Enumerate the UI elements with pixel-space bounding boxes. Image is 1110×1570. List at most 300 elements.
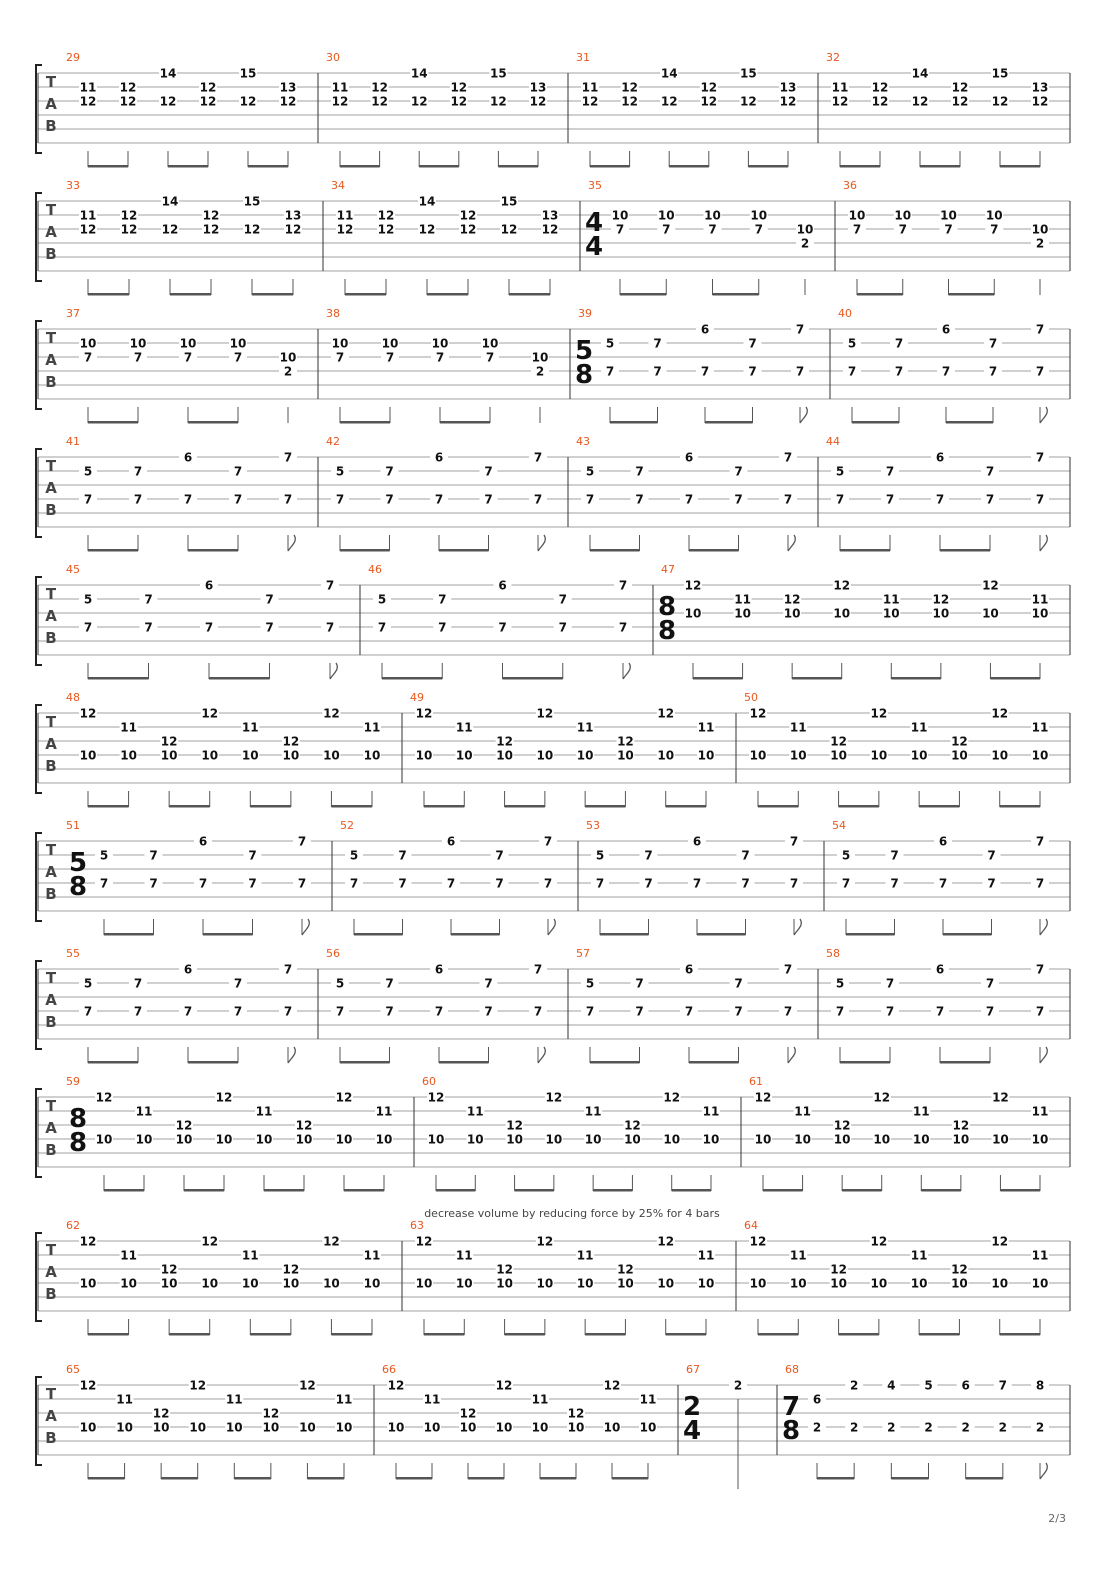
fret-number: 12 [152, 1406, 170, 1421]
fret-number: 12 [495, 1378, 513, 1393]
fret-number: 12 [783, 592, 801, 607]
note-beam [505, 805, 545, 808]
fret-number: 13 [779, 80, 797, 95]
measure-number: 59 [66, 1075, 80, 1088]
note-flag [788, 1047, 795, 1063]
note-beam [498, 165, 538, 168]
fret-number: 11 [576, 720, 594, 735]
fret-number: 12 [581, 94, 599, 109]
measure-number: 51 [66, 819, 80, 832]
fret-number: 7 [485, 350, 495, 365]
note-beam [419, 165, 459, 168]
fret-number: 10 [1031, 1276, 1049, 1291]
fret-number: 12 [951, 94, 969, 109]
fret-number: 7 [789, 834, 799, 849]
measure-number: 65 [66, 1363, 80, 1376]
fret-number: 7 [558, 620, 567, 635]
fret-number: 12 [873, 1090, 891, 1105]
fret-number: 12 [500, 222, 518, 237]
fret-number: 7 [133, 976, 143, 991]
fret-number: 12 [567, 1406, 585, 1421]
fret-number: 7 [1035, 492, 1045, 507]
fret-number: 10 [282, 748, 300, 763]
tab-clef-letter: A [45, 95, 57, 113]
fret-number: 10 [201, 748, 219, 763]
fret-number: 10 [657, 748, 675, 763]
note-beam [515, 1189, 554, 1192]
measure [576, 51, 797, 168]
fret-number: 10 [120, 748, 137, 763]
fret-number: 10 [833, 1132, 851, 1147]
fret-number: 13 [541, 208, 559, 223]
fret-number: 6 [938, 834, 948, 849]
fret-number: 5 [83, 464, 93, 479]
fret-number: 10 [639, 1420, 657, 1435]
note-flag [548, 919, 555, 935]
fret-number: 10 [135, 1132, 153, 1147]
measure [744, 691, 1049, 808]
note-flag [330, 663, 337, 679]
fret-number: 10 [794, 1132, 811, 1147]
note-beam [250, 1333, 291, 1336]
fret-number: 14 [660, 66, 678, 81]
fret-number: 12 [160, 734, 178, 749]
fret-number: 10 [830, 1276, 847, 1291]
tab-clef-letter: B [45, 885, 57, 903]
fret-number: 6 [498, 578, 507, 593]
measure-number: 67 [686, 1363, 700, 1376]
fret-number: 12 [490, 94, 507, 109]
measure-number: 50 [744, 691, 758, 704]
fret-number: 7 [385, 492, 394, 507]
measure-number: 60 [422, 1075, 436, 1088]
fret-number: 7 [385, 350, 395, 365]
tab-clef-letter: A [45, 351, 57, 369]
fret-number: 11 [455, 1248, 473, 1263]
fret-number: 12 [536, 1234, 554, 1249]
fret-number: 12 [1031, 94, 1049, 109]
measure-number: 52 [340, 819, 354, 832]
note-beam [672, 1189, 711, 1192]
measure-number: 40 [838, 307, 852, 320]
note-beam [88, 293, 129, 296]
fret-number: 7 [789, 876, 799, 891]
note-beam [354, 933, 403, 936]
tab-system [36, 1075, 1070, 1192]
fret-number: 10 [466, 1132, 484, 1147]
fret-number: 7 [533, 1004, 543, 1019]
fret-number: 11 [531, 1392, 549, 1407]
fret-number: 10 [506, 1132, 523, 1147]
fret-number: 7 [183, 492, 193, 507]
time-signature-numerator: 4 [584, 208, 604, 238]
note-beam [763, 1189, 803, 1192]
fret-number: 12 [79, 706, 97, 721]
fret-number: 10 [536, 748, 554, 763]
fret-number: 7 [988, 336, 998, 351]
fret-number: 7 [434, 492, 444, 507]
measure [368, 563, 632, 680]
note-flag [788, 535, 795, 551]
fret-number: 12 [459, 1406, 477, 1421]
note-beam [168, 165, 208, 168]
fret-number: 10 [882, 606, 900, 621]
note-flag [623, 663, 630, 679]
fret-number: 7 [83, 350, 93, 365]
fret-number: 7 [558, 592, 567, 607]
fret-number: 12 [754, 1090, 772, 1105]
fret-number: 10 [985, 208, 1003, 223]
note-beam [264, 1189, 304, 1192]
fret-number: 12 [161, 222, 179, 237]
fret-number: 6 [961, 1378, 970, 1393]
note-beam [396, 1477, 432, 1480]
fret-number: 12 [201, 706, 219, 721]
measure [576, 435, 797, 552]
tab-clef-letter: A [45, 863, 57, 881]
fret-number: 12 [833, 578, 851, 593]
fret-number: 7 [741, 848, 750, 863]
fret-number: 5 [83, 976, 93, 991]
fret-number: 12 [336, 222, 354, 237]
fret-number: 12 [541, 222, 559, 237]
fret-number: 4 [887, 1378, 896, 1393]
measure [326, 435, 547, 552]
fret-number: 10 [657, 1276, 675, 1291]
fret-number: 7 [985, 1004, 995, 1019]
fret-number: 10 [617, 1276, 634, 1291]
note-beam [88, 165, 128, 168]
fret-number: 11 [241, 720, 259, 735]
note-beam [88, 1477, 125, 1480]
fret-number: 7 [248, 848, 257, 863]
fret-number: 11 [120, 720, 137, 735]
fret-number: 7 [144, 592, 153, 607]
measure [382, 1363, 657, 1480]
fret-number: 11 [466, 1104, 484, 1119]
measure-number: 54 [832, 819, 846, 832]
fret-number: 10 [255, 1132, 273, 1147]
fret-number: 7 [618, 578, 628, 593]
fret-number: 10 [116, 1420, 133, 1435]
note-beam [88, 549, 138, 552]
fret-number: 11 [581, 80, 599, 95]
note-beam [88, 421, 138, 424]
fret-number: 13 [279, 80, 297, 95]
note-beam [610, 421, 658, 424]
fret-number: 10 [576, 1276, 594, 1291]
tab-clef-letter: B [45, 1429, 57, 1447]
fret-number: 11 [336, 208, 354, 223]
fret-number: 10 [160, 1276, 178, 1291]
fret-number: 7 [684, 492, 694, 507]
fret-number: 12 [284, 222, 302, 237]
note-beam [666, 1333, 706, 1336]
note-beam [600, 933, 649, 936]
fret-number: 7 [1035, 322, 1045, 337]
fret-number: 11 [734, 592, 751, 607]
fret-number: 12 [79, 1234, 97, 1249]
fret-number: 11 [455, 720, 473, 735]
note-beam [184, 1189, 224, 1192]
note-beam [169, 1333, 210, 1336]
fret-number: 12 [749, 1234, 767, 1249]
measure [66, 1075, 393, 1192]
time-signature-denominator: 8 [574, 360, 594, 390]
fret-number: 10 [496, 748, 513, 763]
measure [826, 51, 1049, 168]
fret-number: 11 [831, 80, 849, 95]
note-flag [1040, 1463, 1047, 1479]
note-beam [188, 549, 238, 552]
note-beam [940, 549, 990, 552]
fret-number: 7 [533, 962, 543, 977]
fret-number: 7 [692, 876, 702, 891]
fret-number: 10 [423, 1420, 441, 1435]
fret-number: 10 [951, 1276, 968, 1291]
system-bracket [36, 1089, 42, 1177]
note-flag [538, 1047, 545, 1063]
note-beam [340, 549, 390, 552]
fret-number: 7 [99, 876, 109, 891]
fret-number: 7 [149, 876, 158, 891]
measure-number: 34 [331, 179, 345, 192]
fret-number: 10 [830, 748, 847, 763]
fret-number: 12 [992, 1090, 1009, 1105]
fret-number: 7 [385, 976, 394, 991]
fret-number: 11 [363, 1248, 381, 1263]
fret-number: 6 [684, 450, 694, 465]
fret-number: 7 [446, 876, 456, 891]
fret-number: 10 [201, 1276, 219, 1291]
fret-number: 12 [239, 94, 257, 109]
tab-clef-letter: T [45, 841, 57, 859]
fret-number: 5 [335, 464, 345, 479]
note-beam [620, 293, 666, 296]
note-flag [800, 407, 807, 423]
fret-number: 15 [239, 66, 257, 81]
note-beam [919, 1333, 959, 1336]
tab-clef-letter: T [45, 969, 57, 987]
measure [744, 1219, 1049, 1336]
note-beam [439, 549, 489, 552]
measure-number: 61 [749, 1075, 763, 1088]
fret-number: 7 [1035, 876, 1045, 891]
fret-number: 7 [938, 876, 948, 891]
fret-number: 12 [323, 706, 340, 721]
fret-number: 14 [159, 66, 177, 81]
tab-clef-letter: A [45, 1119, 57, 1137]
fret-number: 10 [750, 208, 768, 223]
fret-number: 7 [434, 1004, 444, 1019]
fret-number: 7 [615, 222, 625, 237]
fret-number: 7 [233, 976, 243, 991]
measure [826, 435, 1049, 552]
fret-number: 7 [708, 222, 717, 237]
note-flag [1040, 535, 1047, 551]
fret-number: 10 [427, 1132, 445, 1147]
fret-number: 12 [621, 80, 638, 95]
performance-annotation: decrease volume by reducing force by 25% for 4 bars [424, 1207, 720, 1220]
fret-number: 7 [198, 876, 208, 891]
fret-number: 12 [415, 1234, 433, 1249]
measure [586, 819, 803, 936]
fret-number: 7 [885, 1004, 895, 1019]
fret-number: 6 [183, 962, 193, 977]
note-beam [248, 165, 288, 168]
fret-number: 12 [536, 706, 554, 721]
fret-number: 7 [325, 620, 335, 635]
fret-number: 10 [431, 336, 449, 351]
fret-number: 12 [621, 94, 638, 109]
fret-number: 10 [481, 336, 499, 351]
fret-number: 7 [349, 876, 359, 891]
tab-system [36, 563, 1070, 680]
fret-number: 7 [233, 464, 243, 479]
fret-number: 10 [455, 748, 473, 763]
fret-number: 12 [79, 1378, 97, 1393]
note-beam [169, 805, 210, 808]
time-signature-numerator: 5 [68, 848, 88, 878]
note-beam [940, 1061, 990, 1064]
fret-number: 12 [624, 1118, 641, 1133]
fret-number: 7 [734, 1004, 743, 1019]
fret-number: 2 [998, 1420, 1008, 1435]
measure [826, 947, 1049, 1064]
note-beam [839, 805, 879, 808]
tab-system [36, 435, 1070, 552]
fret-number: 7 [898, 222, 907, 237]
measure [575, 307, 809, 424]
fret-number: 7 [325, 578, 335, 593]
fret-number: 7 [885, 976, 895, 991]
fret-number: 7 [941, 364, 951, 379]
fret-number: 5 [585, 464, 595, 479]
note-beam [840, 165, 880, 168]
fret-number: 12 [119, 80, 137, 95]
fret-number: 7 [484, 492, 493, 507]
fret-number: 12 [529, 94, 547, 109]
measure [340, 819, 557, 936]
fret-number: 7 [644, 848, 653, 863]
fret-number: 10 [225, 1420, 243, 1435]
note-beam [758, 1333, 798, 1336]
fret-number: 12 [831, 94, 849, 109]
note-beam [612, 1477, 648, 1480]
tab-clef-letter: A [45, 223, 57, 241]
fret-number: 7 [385, 1004, 394, 1019]
fret-number: 12 [833, 1118, 851, 1133]
fret-number: 12 [871, 94, 889, 109]
measure [66, 307, 297, 424]
fret-number: 7 [438, 620, 447, 635]
note-beam [440, 421, 490, 424]
note-beam [509, 293, 550, 296]
note-beam [88, 1061, 138, 1064]
fret-number: 11 [1031, 592, 1049, 607]
tab-clef-letter: A [45, 1263, 57, 1281]
fret-number: 12 [459, 222, 477, 237]
fret-number: 10 [603, 1420, 621, 1435]
fret-number: 10 [912, 1132, 930, 1147]
fret-number: 10 [215, 1132, 233, 1147]
fret-number: 13 [529, 80, 547, 95]
fret-number: 5 [835, 464, 845, 479]
fret-number: 10 [734, 606, 751, 621]
system-bracket [36, 961, 42, 1049]
fret-number: 10 [663, 1132, 681, 1147]
fret-number: 11 [789, 720, 807, 735]
fret-number: 10 [381, 336, 399, 351]
fret-number: 11 [697, 720, 715, 735]
fret-number: 12 [871, 80, 889, 95]
note-beam [188, 421, 238, 424]
fret-number: 11 [639, 1392, 657, 1407]
fret-number: 12 [911, 94, 929, 109]
measure [749, 1075, 1049, 1192]
fret-number: 7 [283, 450, 293, 465]
fret-number: 10 [754, 1132, 772, 1147]
time-signature-denominator: 4 [584, 232, 604, 262]
fret-number: 12 [830, 734, 847, 749]
fret-number: 12 [410, 94, 428, 109]
note-beam [852, 421, 899, 424]
fret-number: 11 [1031, 1104, 1049, 1119]
tab-clef-letter: T [45, 585, 57, 603]
measure-number: 36 [843, 179, 857, 192]
fret-number: 7 [998, 1378, 1008, 1393]
fret-number: 12 [282, 734, 300, 749]
measure-number: 35 [588, 179, 602, 192]
fret-number: 10 [331, 336, 349, 351]
fret-number: 7 [748, 364, 757, 379]
fret-number: 10 [697, 748, 715, 763]
fret-number: 12 [617, 1262, 634, 1277]
measure-number: 45 [66, 563, 80, 576]
fret-number: 7 [283, 1004, 293, 1019]
fret-number: 7 [783, 450, 793, 465]
fret-number: 12 [331, 94, 349, 109]
fret-number: 7 [533, 492, 543, 507]
measure [658, 563, 1049, 680]
note-flag [794, 919, 801, 935]
fret-number: 12 [830, 1262, 847, 1277]
measure [66, 1363, 353, 1480]
fret-number: 10 [1031, 1132, 1049, 1147]
fret-number: 10 [584, 1132, 602, 1147]
system-bracket [36, 321, 42, 409]
fret-number: 11 [1031, 720, 1049, 735]
fret-number: 10 [95, 1132, 113, 1147]
fret-number: 10 [796, 222, 814, 237]
fret-number: 6 [446, 834, 456, 849]
fret-number: 7 [635, 464, 644, 479]
fret-number: 7 [783, 1004, 793, 1019]
measure-number: 47 [661, 563, 675, 576]
note-beam [345, 293, 386, 296]
note-beam [436, 1189, 475, 1192]
note-beam [891, 677, 941, 680]
fret-number: 12 [79, 222, 97, 237]
fret-number: 10 [160, 748, 178, 763]
note-beam [1000, 805, 1040, 808]
fret-number: 10 [870, 1276, 888, 1291]
time-signature-numerator: 8 [657, 592, 677, 622]
fret-number: 12 [496, 734, 513, 749]
tab-system [36, 307, 1070, 424]
fret-number: 10 [749, 1276, 767, 1291]
note-beam [209, 677, 270, 680]
